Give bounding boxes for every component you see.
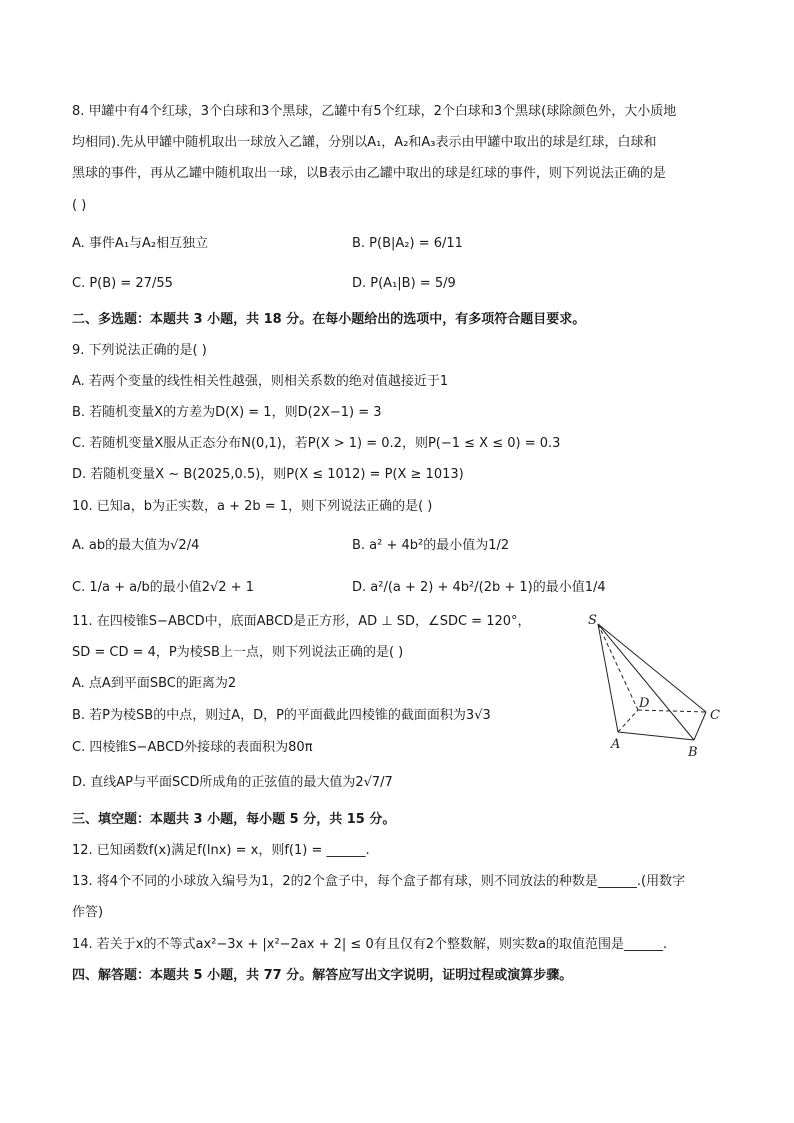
q8-option-b: B. P(B|A₂) = 6/11 — [352, 236, 463, 251]
q11-stem-line-1: 11. 在四棱锥S−ABCD中，底面ABCD是正方形，AD ⊥ SD，∠SDC = 120°， — [72, 614, 531, 629]
edge-bc — [694, 712, 706, 740]
q9-stem: 9. 下列说法正确的是( ) — [72, 343, 207, 358]
q13-stem-line-2: 作答) — [72, 905, 104, 920]
q8-option-d: D. P(A₁|B) = 5/9 — [352, 276, 456, 291]
edge-sc — [598, 624, 706, 712]
q8-stem-line-3: 黑球的事件，再从乙罐中随机取出一球，以B表示由乙罐中取出的球是红球的事件，则下列说法正确的是 — [72, 166, 666, 181]
label-b: B — [688, 745, 698, 760]
label-a: A — [611, 737, 621, 752]
edge-ad — [618, 710, 638, 732]
q11-option-d: D. 直线AP与平面SCD所成角的正弦值的最大值为2√7/7 — [72, 775, 393, 790]
q11-option-b: B. 若P为棱SB的中点，则过A，D，P的平面截此四棱锥的截面面积为3√3 — [72, 708, 491, 723]
q11-option-a: A. 点A到平面SBC的距离为2 — [72, 676, 237, 691]
q11-option-c: C. 四棱锥S−ABCD外接球的表面积为80π — [72, 740, 313, 755]
q8-option-a: A. 事件A₁与A₂相互独立 — [72, 236, 209, 251]
edge-sa — [598, 624, 618, 732]
q12-stem: 12. 已知函数f(x)满足f(lnx) = x，则f(1) = ______. — [72, 843, 370, 858]
q9-option-a: A. 若两个变量的线性相关性越强，则相关系数的绝对值越接近于1 — [72, 374, 449, 389]
q9-option-b: B. 若随机变量X的方差为D(X) = 1，则D(2X−1) = 3 — [72, 405, 382, 420]
q8-option-c: C. P(B) = 27/55 — [72, 276, 173, 291]
section-2-heading: 二、多选题：本题共 3 小题，共 18 分。在每小题给出的选项中，有多项符合题目要求。 — [72, 312, 586, 327]
q9-option-d: D. 若随机变量X ~ B(2025,0.5)，则P(X ≤ 1012) = P(X ≥ 1013) — [72, 467, 464, 482]
q14-stem: 14. 若关于x的不等式ax²−3x + |x²−2ax + 2| ≤ 0有且仅有2个整数解，则实数a的取值范围是______. — [72, 937, 668, 952]
q10-option-b: B. a² + 4b²的最小值为1/2 — [352, 538, 510, 553]
edge-sd — [598, 624, 638, 710]
q10-option-d: D. a²/(a + 2) + 4b²/(2b + 1)的最小值1/4 — [352, 580, 606, 595]
pyramid-figure — [582, 606, 732, 766]
q8-stem-line-2: 均相同).先从甲罐中随机取出一球放入乙罐，分别以A₁，A₂和A₃表示由甲罐中取出的球是红球，白球和 — [72, 135, 657, 150]
q8-stem-line-1: 8. 甲罐中有4个红球，3个白球和3个黑球，乙罐中有5个红球，2个白球和3个黑球(球除颜色外，大小质地 — [72, 104, 677, 119]
edge-ab — [618, 732, 694, 740]
q8-answer-bracket: ( ) — [72, 198, 87, 213]
q10-option-c: C. 1/a + a/b的最小值2√2 + 1 — [72, 580, 254, 595]
section-3-heading: 三、填空题：本题共 3 小题，每小题 5 分，共 15 分。 — [72, 812, 396, 827]
q10-option-a: A. ab的最大值为√2/4 — [72, 538, 200, 553]
q10-stem: 10. 已知a，b为正实数，a + 2b = 1，则下列说法正确的是( ) — [72, 499, 433, 514]
edge-sb — [598, 624, 694, 740]
section-4-heading: 四、解答题：本题共 5 小题，共 77 分。解答应写出文字说明，证明过程或演算步骤。 — [72, 968, 573, 983]
q11-stem-line-2: SD = CD = 4，P为棱SB上一点，则下列说法正确的是( ) — [72, 645, 404, 660]
label-d: D — [639, 696, 650, 711]
q9-option-c: C. 若随机变量X服从正态分布N(0,1)，若P(X > 1) = 0.2，则P(−1 ≤ X ≤ 0) = 0.3 — [72, 436, 561, 451]
q13-stem-line-1: 13. 将4个不同的小球放入编号为1，2的2个盒子中，每个盒子都有球，则不同放法的种数是______.(用数字 — [72, 874, 686, 889]
label-c: C — [710, 708, 720, 723]
label-s: S — [588, 613, 597, 628]
